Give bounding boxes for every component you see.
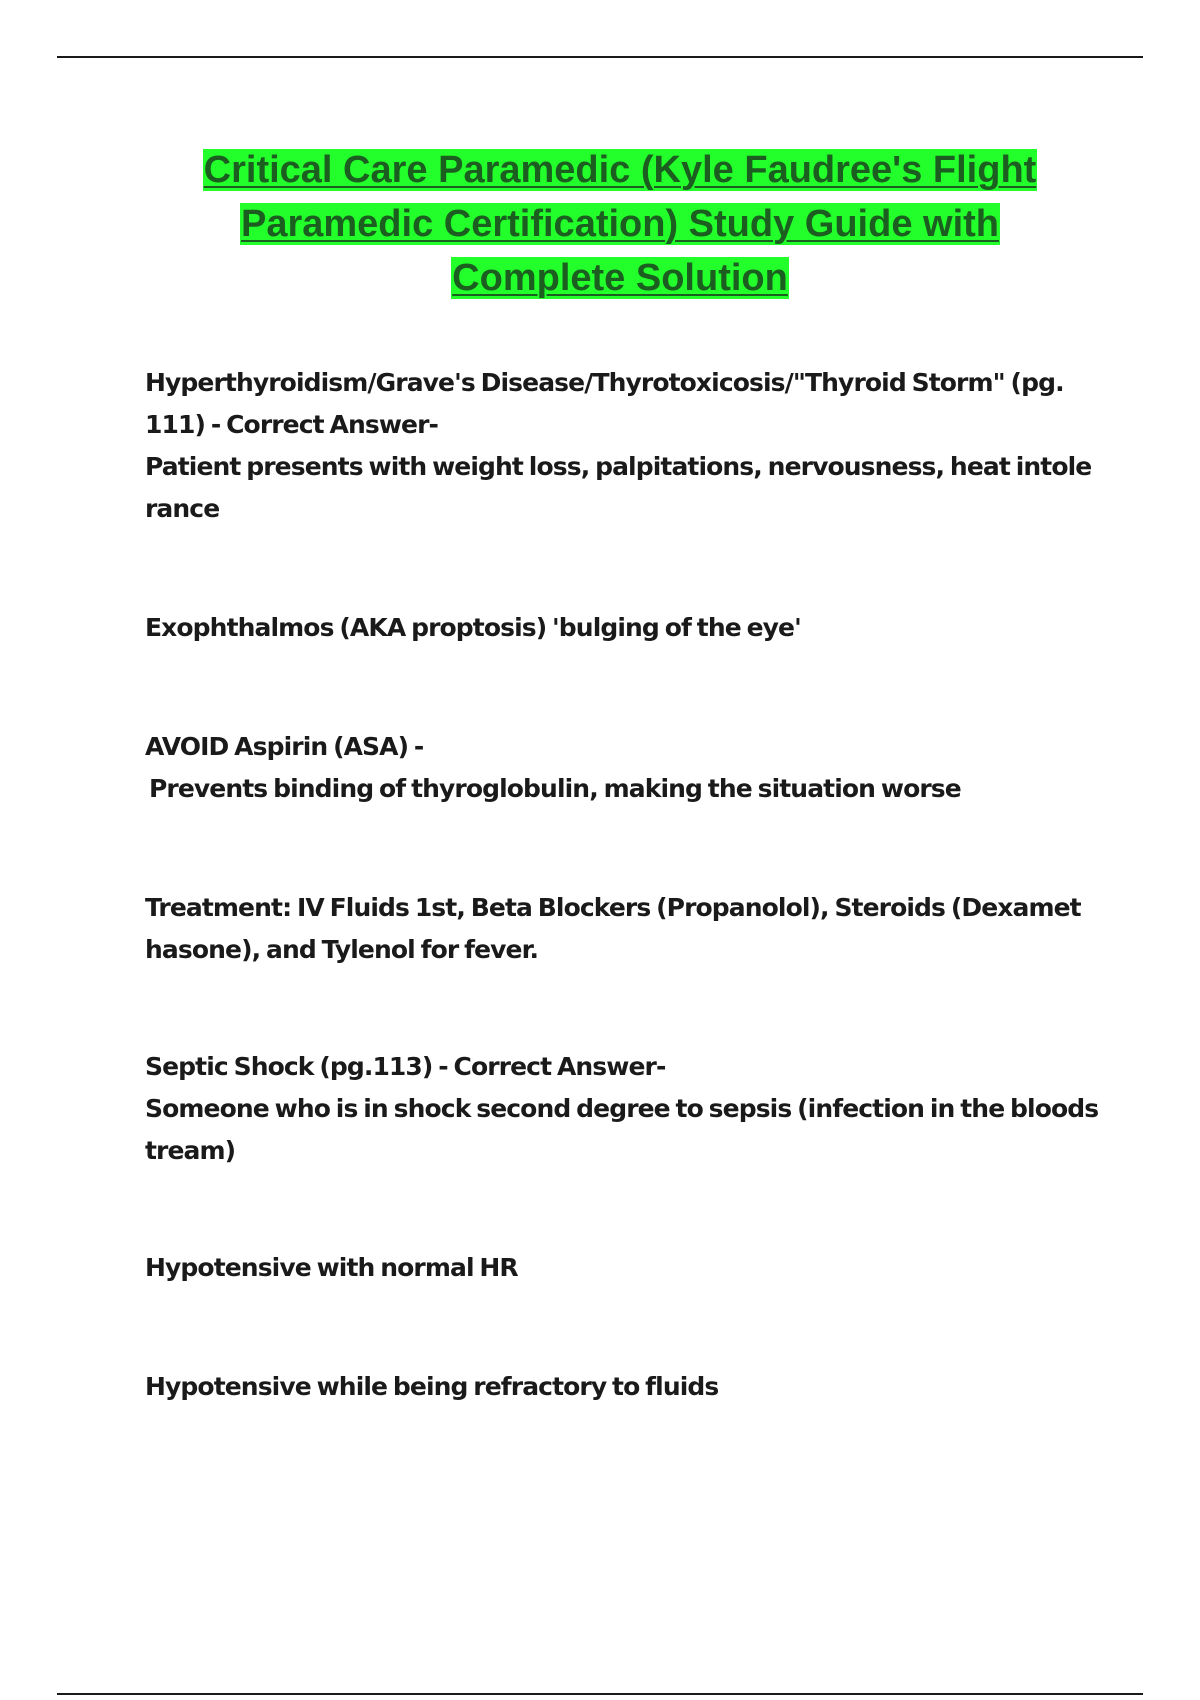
entry-hypotensive-refractory xyxy=(145,1366,1090,1408)
entry-line: AVOID Aspirin (ASA) - xyxy=(145,732,424,761)
entry-line: Hyperthyroidism/Grave's Disease/Thyrotoxicosis/"Thyroid Storm" (pg. xyxy=(145,368,1064,397)
study-guide-content xyxy=(145,362,1099,1408)
title-line-1: Critical Care Paramedic (Kyle Faudree's Flight xyxy=(203,149,1037,191)
title-line-3: Complete Solution xyxy=(452,257,788,299)
entry-line: Someone who is in shock second degree to sepsis (infection in the bloods xyxy=(145,1094,1099,1123)
entry-line: 111) - Correct Answer- xyxy=(145,410,438,439)
entry-avoid-aspirin xyxy=(145,726,1090,810)
entry-septic-shock xyxy=(145,1046,1099,1172)
entry-exophthalmos xyxy=(145,607,1090,649)
entry-treatment xyxy=(145,887,1090,971)
header-divider xyxy=(57,56,1143,58)
entry-line: Patient presents with weight loss, palpitations, nervousness, heat intole xyxy=(145,452,1092,481)
entry-line: hasone), and Tylenol for fever. xyxy=(145,935,539,964)
entry-line: Prevents binding of thyroglobulin, making the situation worse xyxy=(149,774,961,803)
entry-line: Treatment: IV Fluids 1st, Beta Blockers (Propanolol), Steroids (Dexamet xyxy=(145,893,1081,922)
entry-line: tream) xyxy=(145,1136,236,1165)
entry-line: Exophthalmos (AKA proptosis) 'bulging of the eye' xyxy=(145,613,801,642)
document-title xyxy=(130,143,1110,305)
entry-line: Septic Shock (pg.113) - Correct Answer- xyxy=(145,1052,666,1081)
footer-divider xyxy=(57,1693,1143,1695)
entry-line: Hypotensive with normal HR xyxy=(145,1253,518,1282)
entry-line: rance xyxy=(145,494,220,523)
entry-line: Hypotensive while being refractory to fluids xyxy=(145,1372,719,1401)
entry-hypotensive-normal-hr xyxy=(145,1247,1090,1289)
entry-hyperthyroidism xyxy=(145,362,1090,530)
title-line-2: Paramedic Certification) Study Guide with xyxy=(240,203,999,245)
